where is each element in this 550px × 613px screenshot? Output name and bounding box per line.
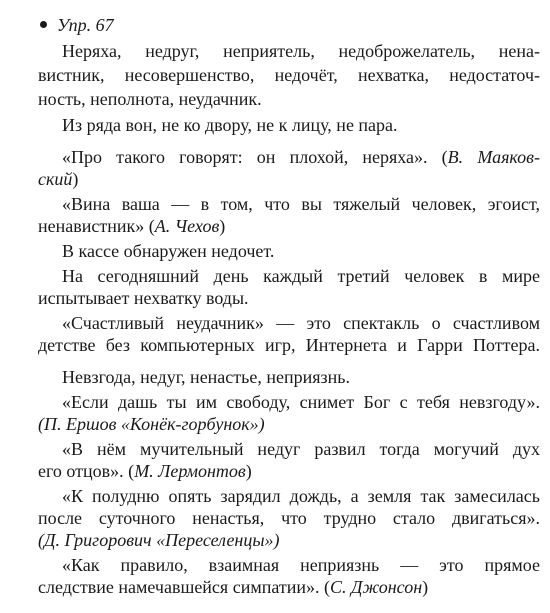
quote-text: ненавистник» ( (38, 216, 155, 236)
idioms-line: Из ряда вон, не ко двору, не к лицу, не пара. (62, 115, 398, 135)
example-1-line-2 (38, 168, 540, 190)
paren: ) (219, 216, 226, 236)
quote-text: его отцов». ( (38, 461, 135, 481)
exercise-header (40, 14, 114, 36)
example-5-line-2: детстве без компьютерных игр, Интернета и Гарри Поттера. (38, 335, 540, 355)
example-4-line-2: испытывает нехватку воды. (38, 288, 249, 308)
example-5-line-1: «Счастливый неудачник» — это спектакль о счастливом (62, 313, 540, 333)
example-4-line-1: На сегодняшний день каждый третий человек в мире (62, 266, 540, 286)
example-8-line-2: после суточного ненастья, что трудно стало двигаться». (38, 508, 540, 528)
quote-text: «Про такого говорят: он плохой, неряха». ( (62, 147, 448, 167)
bullet-icon (40, 21, 47, 28)
example-8-line-1: «К полудню опять зарядил дождь, а земля так замесилась (62, 486, 540, 506)
paren: ) (422, 577, 429, 597)
quote-author: В. Маяков- (447, 147, 540, 167)
quote-author: С. Джонсон (330, 577, 423, 597)
quote-author: ский (38, 169, 73, 189)
paren: ) (72, 169, 79, 189)
exercise-title: Упр. 67 (57, 15, 114, 35)
example-2-line-1: «Вина ваша — в том, что вы тяжелый человек, эгоист, (62, 194, 540, 214)
paren: ) (245, 461, 252, 481)
example-6-line-2: (П. Ершов «Конёк-горбунок») (38, 414, 265, 434)
example-9-line-2 (38, 576, 540, 598)
words-line-part2: Невзгода, недуг, ненастье, неприязнь. (62, 367, 350, 387)
example-9-line-1: «Как правило, взаимная неприязнь — это прямое (62, 555, 540, 575)
example-7-line-2 (38, 460, 540, 482)
example-6-line-1: «Если дашь ты им свободу, снимет Бог с тебя невзгоду». (62, 392, 540, 412)
example-1-line-1 (62, 146, 540, 168)
words-line-1: Неряха, недруг, неприятель, недоброжелатель, нена- (62, 41, 540, 61)
example-3: В кассе обнаружен недочет. (62, 241, 275, 261)
quote-text: следствие намечавшейся симпатии». ( (38, 577, 330, 597)
quote-author: А. Чехов (154, 216, 220, 236)
words-line-2: вистник, несовершенство, недочёт, нехватка, недостаточ- (38, 65, 540, 85)
quote-author: М. Лермонтов (134, 461, 246, 481)
example-2-line-2 (38, 215, 540, 237)
example-7-line-1: «В нём мучительный недуг развил тогда могучий дух (62, 439, 540, 459)
words-line-3: ность, неполнота, неудачник. (38, 89, 262, 109)
example-8-line-3: (Д. Григорович «Переселенцы») (38, 530, 280, 550)
